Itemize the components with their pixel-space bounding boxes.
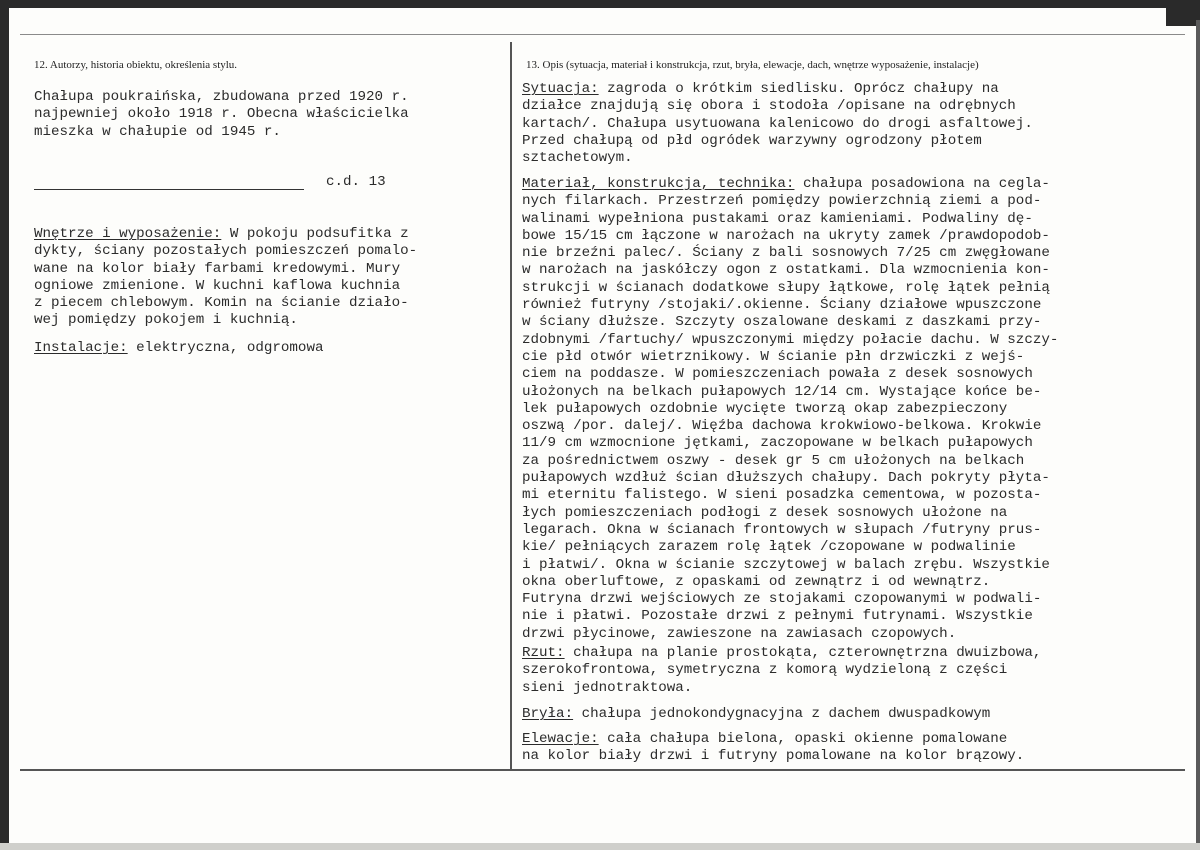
signature-blank-line xyxy=(34,189,304,190)
material-line: ciem na poddasze. W pomieszczeniach powała z desek sosnowych xyxy=(522,366,1033,383)
material-line: nie i płatwi. Pozostałe drzwi z pełnymi futrynami. Wszystkie xyxy=(522,608,1033,625)
material-line: pułapowych wzdłuż ścian dłuższych chałupy. Dach pokryty płyta- xyxy=(522,470,1050,487)
material-label: Materiał, konstrukcja, technika: xyxy=(522,176,795,192)
material-paragraph xyxy=(522,176,1182,643)
plan-line: szerokofrontowa, symetryczna z komorą wydzieloną z części xyxy=(522,662,1008,679)
form-paragraph xyxy=(522,706,1182,723)
interior-line: dykty, ściany pozostałych pomieszczeń pomalo- xyxy=(34,243,418,260)
material-line: bowe 15/15 cm łączone w narożach na ukryty zamek /prawdopodob- xyxy=(522,227,1050,244)
material-line: strukcji w ścianach dodatkowe słupy łątkowe, rolę łątek pełnią xyxy=(522,279,1050,296)
material-line: również futryny /stojaki/.okienne. Ściany działowe wpuszczone xyxy=(522,297,1042,314)
form-text: chałupa jednokondygnacyjna z dachem dwuspadkowym xyxy=(573,706,991,722)
material-line: drzwi płycinowe, zawieszone na zawiasach czopowych. xyxy=(522,625,957,642)
elevations-line: na kolor biały drzwi i futryny pomalowane na kolor brązowy. xyxy=(522,748,1025,765)
material-line: zdobnymi /fartuchy/ wpuszczonymi między połacie dachu. W szczy- xyxy=(522,331,1059,348)
material-line: oszwą /por. dalej/. Więźba dachowa krokwiowo-belkowa. Krokwie xyxy=(522,418,1042,435)
history-line: Chałupa poukraińska, zbudowana przed 1920 r. xyxy=(34,89,409,105)
elevations-text: cała chałupa bielona, opaski okienne pomalowane xyxy=(598,731,1008,747)
continuation-note: c.d. 13 xyxy=(326,174,386,190)
material-line: w narożach na jaskółczy ogon z ostatkami. Dla wzmocnienia kon- xyxy=(522,262,1050,279)
plan-text: chałupa na planie prostokąta, czterownętrzna dwuizbowa, xyxy=(564,645,1042,661)
situation-line: działce znajdują się obora i stodoła /opisane na odrębnych xyxy=(522,98,1016,115)
plan-line: sieni jednotraktowa. xyxy=(522,679,693,696)
material-line: nych filarkach. Przestrzeń pomiędzy powierzchnią ziemi a pod- xyxy=(522,193,1042,210)
situation-line: kartach/. Chałupa usytuowana kalenicowo do drogi asfaltowej. xyxy=(522,115,1033,132)
situation-line: sztachetowym. xyxy=(522,150,633,167)
scan-edge-corner xyxy=(1166,0,1200,26)
scan-edge-bottom xyxy=(0,843,1200,850)
scan-edge-right xyxy=(1196,20,1200,850)
material-line: w ściany dłuższe. Szczyty oszalowane deskami z daszkami przy- xyxy=(522,314,1042,331)
section-13-heading: 13. Opis (sytuacja, materiał i konstrukcja, rzut, bryła, elewacje, dach, wnętrze wyposażenie, instalacje) xyxy=(526,59,979,71)
material-line: mi eternitu falistego. W sieni posadzka cementowa, w pozosta- xyxy=(522,487,1042,504)
elevations-label: Elewacje: xyxy=(522,731,599,747)
interior-text: W pokoju podsufitka z xyxy=(221,226,409,242)
interior-line: wej pomiędzy pokojem i kuchnią. xyxy=(34,312,298,329)
interior-paragraph xyxy=(34,226,504,330)
material-text: chałupa posadowiona na cegla- xyxy=(794,176,1050,192)
interior-line: wane na kolor biały farbami kredowymi. Mury xyxy=(34,260,401,277)
material-line: nie brzeźni palec/. Ściany z bali sosnowych 7/25 cm zwęgłowane xyxy=(522,245,1050,262)
installations-paragraph xyxy=(34,340,504,357)
plan-label: Rzut: xyxy=(522,645,565,661)
material-line: cie płd otwór wietrznikowy. W ścianie płn drzwiczki z wejś- xyxy=(522,348,1025,365)
installations-text: elektryczna, odgromowa xyxy=(127,340,324,356)
material-line: walinami wypełniona pustakami oraz kamieniami. Podwaliny dę- xyxy=(522,210,1033,227)
history-line: mieszka w chałupie od 1945 r. xyxy=(34,123,281,140)
material-line: 11/9 cm wzmocnione jętkami, zaczopowane w belkach pułapowych xyxy=(522,435,1033,452)
interior-label: Wnętrze i wyposażenie: xyxy=(34,226,222,242)
material-line: okna oberluftowe, z opaskami od zewnątrz i od wewnątrz. xyxy=(522,573,991,590)
plan-paragraph xyxy=(522,645,1182,697)
material-line: ułożonych na belkach pułapowych 12/14 cm. Wystające końce be- xyxy=(522,383,1042,400)
section-12-heading: 12. Autorzy, historia obiektu, określenia stylu. xyxy=(34,59,238,71)
history-line: najpewniej około 1918 r. Obecna właścicielka xyxy=(34,106,409,123)
material-line: za pośrednictwem oszwy - desek gr 5 cm ułożonych na belkach xyxy=(522,452,1025,469)
interior-line: ogniowe zmienione. W kuchni kaflowa kuchnia xyxy=(34,277,401,294)
form-top-rule xyxy=(20,34,1185,35)
scan-edge-left xyxy=(0,0,9,850)
situation-paragraph xyxy=(522,81,1182,167)
material-line: łych pomieszczeniach podłogi z desek sosnowych ułożone na xyxy=(522,504,1008,521)
material-line: legarach. Okna w ścianach frontowych w słupach /futryny prus- xyxy=(522,521,1042,538)
scan-edge-top xyxy=(0,0,1200,8)
situation-line: Przed chałupą od płd ogródek warzywny ogrodzony płotem xyxy=(522,132,982,149)
material-line: lek pułapowych ozdobnie wycięte tworzą okap zabezpieczony xyxy=(522,400,1008,417)
history-paragraph xyxy=(34,89,504,141)
situation-text: zagroda o krótkim siedlisku. Oprócz chałupy na xyxy=(598,81,999,97)
interior-line: z piecem chlebowym. Komin na ścianie działo- xyxy=(34,295,409,312)
form-bottom-rule xyxy=(20,769,1185,771)
column-divider xyxy=(510,42,512,770)
elevations-paragraph xyxy=(522,731,1182,766)
installations-label: Instalacje: xyxy=(34,340,128,356)
material-line: kie/ pełniących zarazem rolę łątek /czopowane w podwalinie xyxy=(522,539,1016,556)
material-line: Futryna drzwi wejściowych ze stojakami czopowanymi w podwali- xyxy=(522,591,1042,608)
form-label: Bryła: xyxy=(522,706,574,722)
material-line: i płatwi/. Okna w ścianie szczytowej w balach zrębu. Wszystkie xyxy=(522,556,1050,573)
situation-label: Sytuacja: xyxy=(522,81,599,97)
